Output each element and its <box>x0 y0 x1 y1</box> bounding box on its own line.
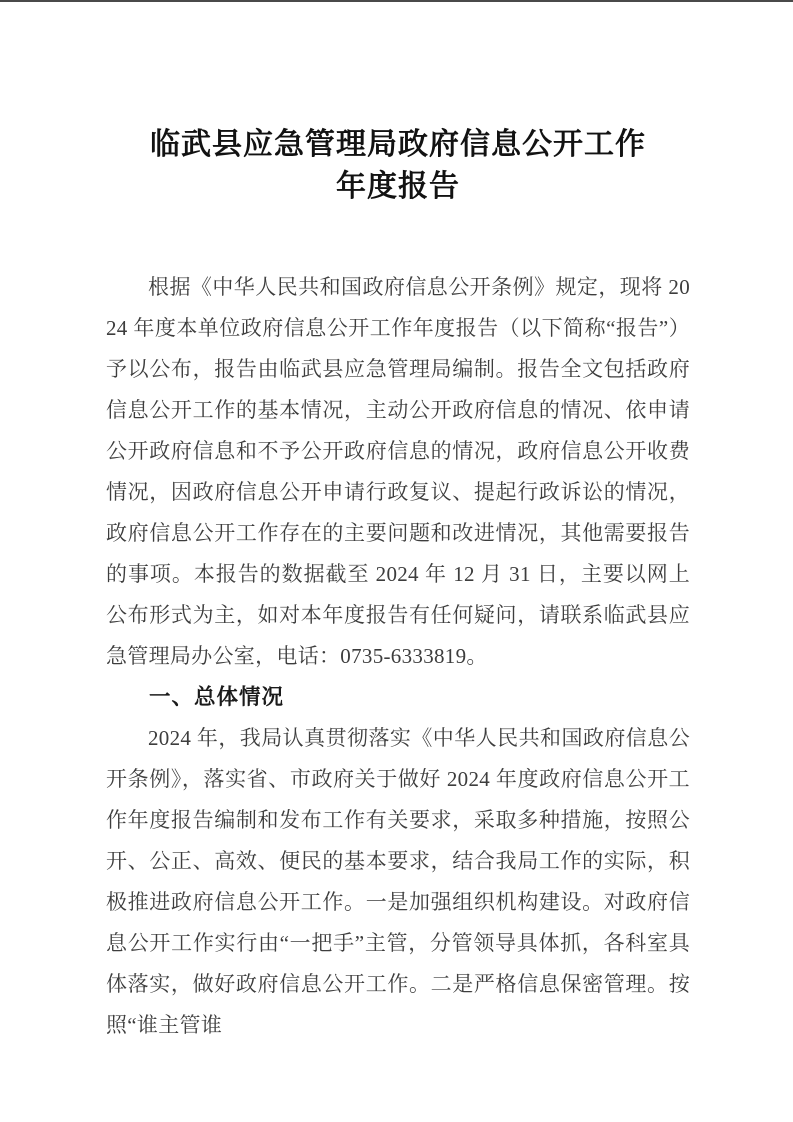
document-content <box>106 2 690 1046</box>
section-1-paragraph: 2024 年，我局认真贯彻落实《中华人民共和国政府信息公开条例》，落实省、市政府关于做好 2024 年度政府信息公开工作年度报告编制和发布工作有关要求，采取多种措施，按照公开、公正、高效、便民的基本要求，结合我局工作的实际，积极推进政府信息公开工作。一是加强组织机构建设。对政府信息公开工作实行由“一把手”主管，分管领导具体抓，各科室具体落实，做好政府信息公开工作。二是严格信息保密管理。按照“谁主管谁 <box>106 726 690 1037</box>
document-title <box>106 124 690 208</box>
document-title-line-1: 临武县应急管理局政府信息公开工作 <box>150 128 646 161</box>
document-title-line-2: 年度报告 <box>336 170 460 203</box>
intro-paragraph: 根据《中华人民共和国政府信息公开条例》规定，现将 2024 年度本单位政府信息公开工作年度报告（以下简称“报告”）予以公布，报告由临武县应急管理局编制。报告全文包括政府信息公开工作的基本情况，主动公开政府信息的情况、依申请公开政府信息和不予公开政府信息的情况，政府信息公开收费情况，因政府信息公开申请行政复议、提起行政诉讼的情况，政府信息公开工作存在的主要问题和改进情况，其他需要报告的事项。本报告的数据截至 2024 年 12 月 31 日，主要以网上公布形式为主，如对本年度报告有任何疑问，请联系临武县应急管理局办公室，电话：0735-6333819。 <box>106 275 690 668</box>
section-heading-overall-situation: 一、总体情况 <box>149 685 285 709</box>
